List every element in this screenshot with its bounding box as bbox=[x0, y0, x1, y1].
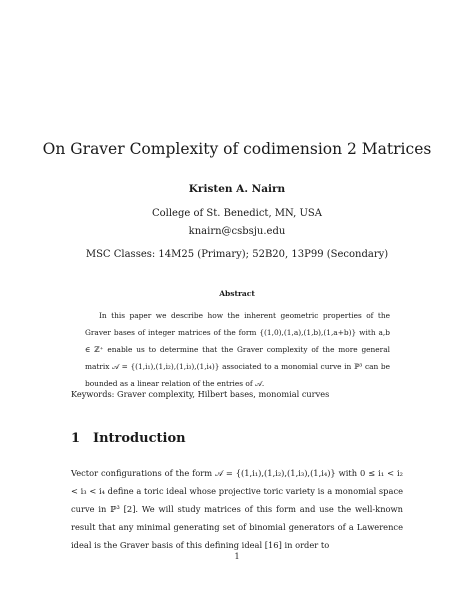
section-heading bbox=[71, 431, 186, 446]
intro-paragraph: Vector configurations of the form 𝒜 = {(1,i₁),(1,i₂),(1,i₃),(1,i₄)} with 0 ≤ i₁ < i₂ < i₃ < i₄ define a toric ideal whose projective toric variety is a monomial space curve in ℙ³ [2]. We will study matrices of this form and use the well-known result that any minimal generating set of binomial generators of a Lawerence ideal is the Graver basis of this defining ideal [16] in order to bbox=[71, 468, 403, 550]
paper-title: On Graver Complexity of codimension 2 Matrices bbox=[42, 140, 432, 158]
msc-classes: MSC Classes: 14M25 (Primary); 52B20, 13P99 (Secondary) bbox=[85, 249, 389, 260]
section-title: Introduction bbox=[93, 431, 186, 446]
affiliation: College of St. Benedict, MN, USA bbox=[151, 208, 323, 219]
author-email: knairn@csbsju.edu bbox=[188, 226, 286, 237]
keywords: Keywords: Graver complexity, Hilbert bases, monomial curves bbox=[71, 389, 330, 399]
abstract-text: In this paper we describe how the inherent geometric properties of the Graver bases of integer matrices of the form {(1,0),(1,a),(1,b),(1,a+b)} with a,b ∈ ℤ⁺ enable us to determine that the Graver complexity of the more general matrix 𝒜 = {(1,i₁),(1,i₂),(1,i₃),(1,i₄)} associated to a monomial curve in ℙ³ can be bounded as a linear relation of the entries of 𝒜. bbox=[85, 311, 390, 388]
abstract-heading: Abstract bbox=[219, 289, 255, 298]
section-number: 1 bbox=[71, 431, 81, 446]
body-text-block bbox=[71, 464, 403, 554]
author-name: Kristen A. Nairn bbox=[188, 183, 286, 195]
page-number: 1 bbox=[234, 552, 240, 561]
abstract-block bbox=[85, 307, 390, 392]
